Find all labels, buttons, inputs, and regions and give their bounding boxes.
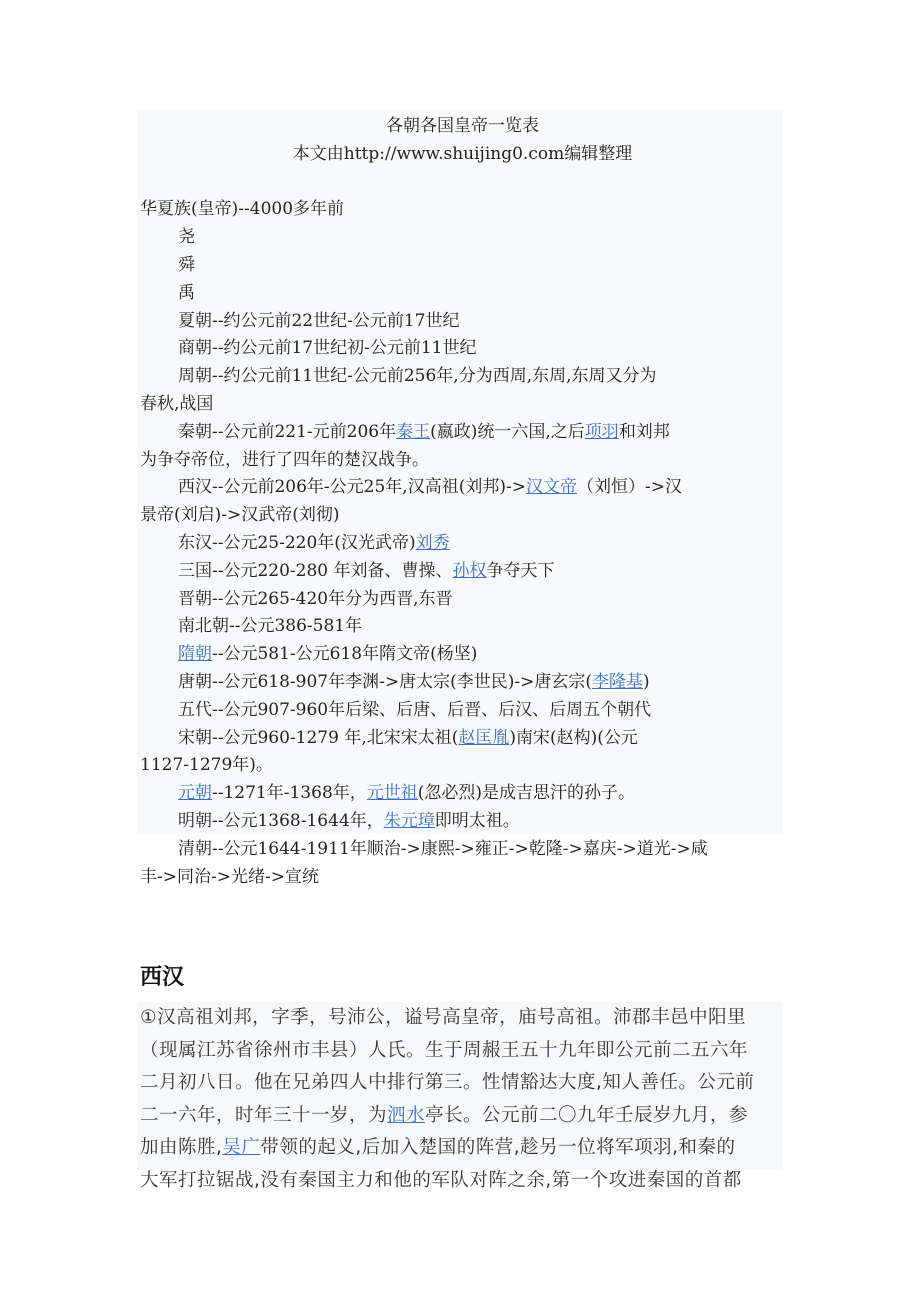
paragraph-line (137, 1002, 783, 1035)
list-line (140, 391, 785, 419)
list-line (140, 280, 785, 308)
text-segment: （刘恒）->汉 (576, 477, 682, 498)
wiki-link[interactable]: 赵匡胤 (458, 727, 510, 748)
paragraph-line (137, 1067, 783, 1100)
paragraph-line (137, 1035, 783, 1068)
list-line (140, 613, 785, 641)
list-line (140, 808, 785, 836)
text-segment: 1127-1279年)。 (140, 755, 273, 776)
list-line (140, 641, 785, 669)
blank-line (140, 169, 785, 197)
wiki-link[interactable]: 项羽 (584, 421, 619, 442)
text-segment: 亭长。公元前二〇九年壬辰岁九月，参 (425, 1104, 749, 1126)
list-line (140, 447, 785, 475)
dynasty-list-document (140, 113, 785, 891)
text-segment: 宋朝--公元960-1279 年,北宋宋太祖( (178, 727, 459, 748)
list-line (140, 502, 785, 530)
text-segment: 五代--公元907-960年后梁、后唐、后晋、后汉、后周五个朝代 (178, 699, 652, 720)
text-segment: 丰->同治->光绪->宣统 (140, 866, 319, 887)
text-segment: 西汉--公元前206年-公元25年,汉高祖(刘邦)-> (178, 477, 526, 498)
text-segment: 春秋,战国 (140, 393, 214, 414)
wiki-link[interactable]: 刘秀 (415, 532, 450, 553)
wiki-link[interactable]: 泗水 (387, 1104, 426, 1126)
text-segment: 二月初八日。他在兄弟四人中排行第三。性情豁达大度,知人善任。公元前 (140, 1072, 755, 1093)
text-segment: )南宋(赵构)(公元 (509, 727, 638, 748)
text-segment: 唐朝--公元618-907年李渊->唐太宗(李世民)->唐玄宗( (178, 671, 593, 692)
list-line (140, 864, 785, 892)
text-segment: 尧 (178, 227, 195, 248)
text-segment: 二一六年，时年三十一岁，为 (140, 1104, 388, 1126)
list-line (140, 725, 785, 753)
text-segment: 清朝--公元1644-1911年顺治->康熙->雍正->乾隆->嘉庆->道光->咸 (178, 838, 708, 859)
section-heading: 西汉 (140, 965, 185, 990)
list-line (140, 224, 785, 252)
text-segment: 明朝--公元1368-1644年， (178, 810, 384, 831)
text-segment: 为争夺帝位，进行了四年的楚汉战争。 (140, 449, 429, 470)
text-segment: --1271年-1368年， (212, 783, 367, 804)
wiki-link[interactable]: 元朝 (178, 783, 212, 804)
text-segment: 商朝--约公元前17世纪初-公元前11世纪 (178, 338, 477, 359)
list-line (140, 836, 785, 864)
list-line (140, 558, 785, 586)
list-line (140, 697, 785, 725)
text-segment: 晋朝--公元265-420年分为西晋,东晋 (178, 588, 453, 609)
text-segment: 加由陈胜, (140, 1137, 223, 1158)
list-line (140, 363, 785, 391)
list-line (140, 752, 785, 780)
document-title: 各朝各国皇帝一览表 (386, 116, 539, 136)
wiki-link[interactable]: 吴广 (222, 1137, 261, 1158)
list-line (140, 196, 785, 224)
document-subtitle: 本文由http://www.shuijing0.com编辑整理 (292, 143, 633, 164)
wiki-link[interactable]: 李隆基 (592, 671, 644, 692)
text-segment: 带领的起义,后加入楚国的阵营,趁另一位将军项羽,和秦的 (260, 1137, 736, 1158)
paragraph-line (137, 1132, 783, 1165)
text-segment: 禹 (178, 282, 195, 303)
list-line (140, 308, 785, 336)
wiki-link[interactable]: 秦王 (396, 421, 431, 442)
paragraph-line (137, 1100, 783, 1133)
list-line (140, 474, 785, 502)
list-line (140, 669, 785, 697)
text-segment: 三国--公元220-280 年刘备、曹操、 (178, 560, 453, 581)
text-segment: ①汉高祖刘邦，字季，号沛公，谥号高皇帝，庙号高祖。沛郡丰邑中阳里 (140, 1007, 747, 1028)
text-segment: 和刘邦 (618, 421, 670, 442)
text-segment: 舜 (178, 254, 195, 275)
text-segment: ) (643, 671, 650, 692)
wiki-link[interactable]: 元世祖 (366, 783, 418, 804)
wiki-link[interactable]: 汉文帝 (525, 477, 577, 498)
text-segment: --公元581-公元618年隋文帝(杨坚) (212, 644, 478, 665)
text-segment: (忽必烈)是成吉思汗的孙子。 (417, 783, 636, 804)
section-paragraph (137, 1002, 783, 1191)
text-segment: 大军打拉锯战,没有秦国主力和他的军队对阵之余,第一个攻进秦国的首都 (140, 1169, 742, 1191)
text-segment: 周朝--约公元前11世纪-公元前256年,分为西周,东周,东周又分为 (178, 366, 657, 387)
text-segment: 南北朝--公元386-581年 (178, 616, 363, 637)
list-line (140, 586, 785, 614)
text-segment: （现属江苏省徐州市丰县）人氏。生于周赧王五十九年即公元前二五六年 (140, 1039, 749, 1061)
text-segment: 秦朝--公元前221-元前206年 (178, 421, 397, 442)
wiki-link[interactable]: 孙权 (452, 560, 487, 581)
text-segment: (嬴政)统一六国,之后 (430, 421, 585, 442)
text-segment: 夏朝--约公元前22世纪-公元前17世纪 (178, 310, 460, 331)
text-segment: 景帝(刘启)->汉武帝(刘彻) (140, 505, 340, 526)
text-segment: 华夏族(皇帝)--4000多年前 (140, 199, 345, 220)
list-line (140, 780, 785, 808)
text-segment: 争夺天下 (486, 560, 555, 581)
list-line (140, 252, 785, 280)
wiki-link[interactable]: 朱元璋 (383, 810, 435, 831)
list-line (140, 335, 785, 363)
text-segment: 即明太祖。 (434, 810, 520, 831)
paragraph-line (137, 1165, 783, 1198)
dynasty-list (140, 196, 785, 891)
list-line (140, 530, 785, 558)
wiki-link[interactable]: 隋朝 (178, 644, 212, 665)
list-line (140, 419, 785, 447)
text-segment: 东汉--公元25-220年(汉光武帝) (178, 532, 416, 553)
